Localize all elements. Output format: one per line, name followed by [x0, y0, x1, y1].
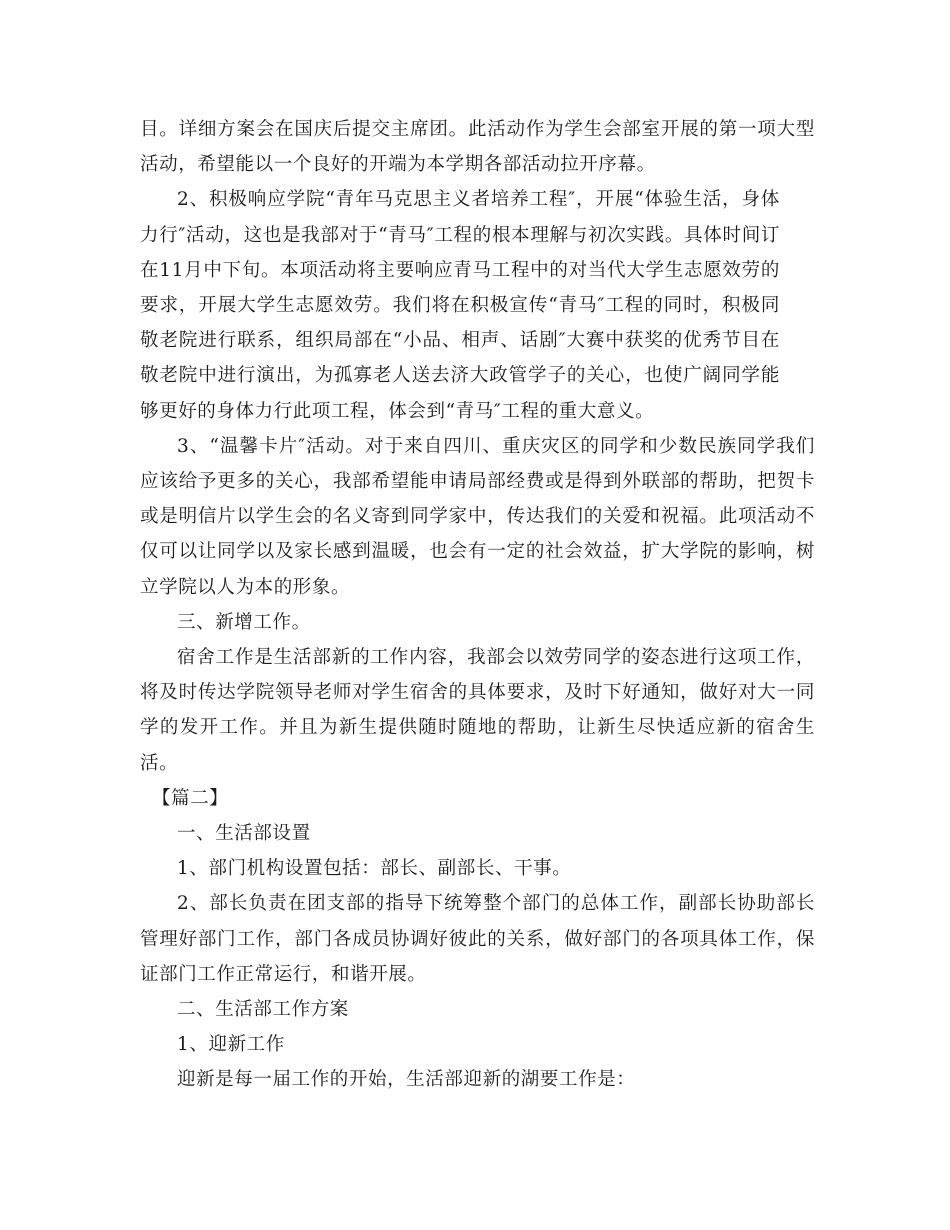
- subheading-welcome-work: 1、迎新工作: [177, 1034, 285, 1056]
- paragraph-item-2: 2、积极响应学院“青年马克思主义者培养工程″，开展“体验生活，身体力行″活动，这也是我部对于“青马″工程的根本理解与初次实践。具体时间订在11月中下旬。本项活动将主要响应青马工程中的对当代大学生志愿效劳的要求，开展大学生志愿效劳。我们将在积极宣传“青马″工程的同时，积极同敬老院进行联系，组织局部在“小品、相声、话剧″大赛中获奖的优秀节目在敬老院中进行演出，为孤寡老人送去济大政管学子的关心，也使广阔同学能够更好的身体力行此项工程，体会到“青马″工程的重大意义。: [140, 189, 780, 422]
- paragraph-welcome-intro: 迎新是每一届工作的开始，生活部迎新的湖要工作是：: [177, 1069, 636, 1091]
- section-heading-setup: 一、生活部设置: [177, 823, 311, 845]
- section-heading-plan: 二、生活部工作方案: [177, 999, 349, 1021]
- paragraph-item-3: 3、“温馨卡片″活动。对于来自四川、重庆灾区的同学和少数民族同学我们应该给予更多的关心，我部希望能申请局部经费或是得到外联部的帮助，把贺卡或是明信片以学生会的名义寄到同学家中，传达我们的关爱和祝福。此项活动不仅可以让同学以及家长感到温暖，也会有一定的社会效益，扩大学院的影响，树立学院以人为本的形象。: [140, 435, 815, 598]
- document-body: [140, 112, 815, 1098]
- part-heading: 【篇二】: [152, 787, 229, 809]
- section-heading-new-work: 三、新增工作。: [177, 611, 311, 633]
- paragraph-continuation: 目。详细方案会在国庆后提交主席团。此活动作为学生会部室开展的第一项大型活动，希望能以一个良好的开端为本学期各部活动拉开序幕。: [140, 119, 815, 176]
- paragraph-responsibilities: 2、部长负责在团支部的指导下统筹整个部门的总体工作，副部长协助部长管理好部门工作，部门各成员协调好彼此的关系，做好部门的各项具体工作，保证部门工作正常运行，和谐开展。: [140, 893, 815, 985]
- paragraph-structure: 1、部门机构设置包括：部长、副部长、干事。: [177, 858, 572, 880]
- paragraph-dormitory-work: 宿舍工作是生活部新的工作内容，我部会以效劳同学的姿态进行这项工作，将及时传达学院领导老师对学生宿舍的具体要求，及时下好通知，做好对大一同学的发开工作。并且为新生提供随时随地的帮助，让新生尽快适应新的宿舍生活。: [140, 647, 815, 774]
